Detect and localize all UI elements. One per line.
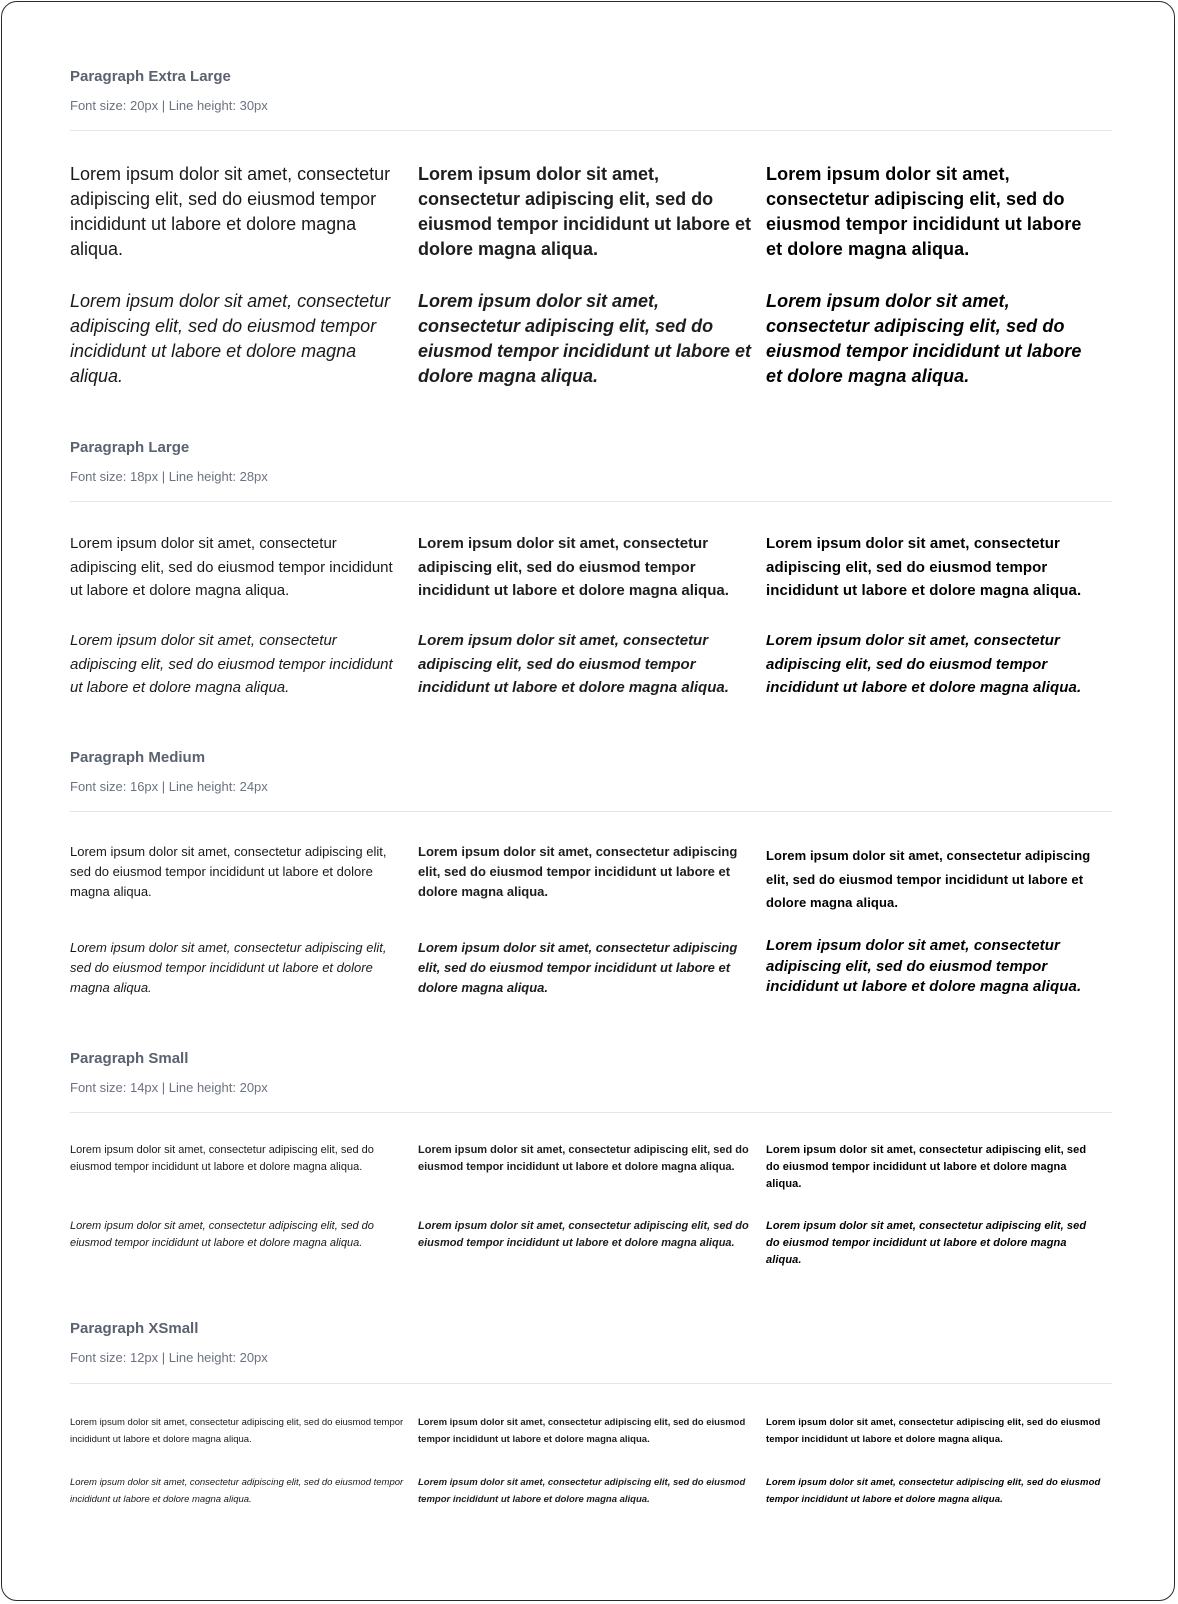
section-spec: Font size: 18px | Line height: 28px [70, 469, 268, 484]
sample-semibold: Lorem ipsum dolor sit amet, consectetur adipiscing elit, sed do eiusmod tempor incididunt ut labore et dolore magna aliqua. [418, 1144, 749, 1173]
sample-heavy: Lorem ipsum dolor sit amet, consectetur adipiscing elit, sed do eiusmod tempor incididunt ut labore et dolore magna aliqua. [766, 1144, 1087, 1190]
section-spec: Font size: 20px | Line height: 30px [70, 98, 268, 113]
sample-heavy-italic: Lorem ipsum dolor sit amet, consectetur adipiscing elit, sed do eiusmod tempor incididunt ut labore et dolore magna aliqua. [766, 937, 1082, 995]
sample-semibold-italic: Lorem ipsum dolor sit amet, consectetur adipiscing elit, sed do eiusmod tempor incididunt ut labore et dolore magna aliqua. [418, 1220, 749, 1249]
sample-regular-italic: Lorem ipsum dolor sit amet, consectetur adipiscing elit, sed do eiusmod tempor incididunt ut labore et dolore magna aliqua. [70, 940, 387, 995]
sample-semibold: Lorem ipsum dolor sit amet, consectetur adipiscing elit, sed do eiusmod tempor incididunt ut labore et dolore magna aliqua. [418, 164, 752, 259]
sample-semibold-italic: Lorem ipsum dolor sit amet, consectetur adipiscing elit, sed do eiusmod tempor incididunt ut labore et dolore magna aliqua. [418, 940, 738, 995]
sample-regular-italic: Lorem ipsum dolor sit amet, consectetur adipiscing elit, sed do eiusmod tempor incididunt ut labore et dolore magna aliqua. [70, 291, 391, 386]
section-divider [70, 811, 1112, 812]
sample-heavy: Lorem ipsum dolor sit amet, consectetur adipiscing elit, sed do eiusmod tempor incididunt ut labore et dolore magna aliqua. [766, 848, 1091, 910]
sample-regular-italic: Lorem ipsum dolor sit amet, consectetur adipiscing elit, sed do eiusmod tempor incididunt ut labore et dolore magna aliqua. [70, 1220, 374, 1249]
section-title: Paragraph Medium [70, 749, 206, 766]
sample-semibold: Lorem ipsum dolor sit amet, consectetur adipiscing elit, sed do eiusmod tempor incididunt ut labore et dolore magna aliqua. [418, 535, 729, 599]
sample-regular-italic: Lorem ipsum dolor sit amet, consectetur adipiscing elit, sed do eiusmod tempor incididunt ut labore et dolore magna aliqua. [70, 632, 393, 696]
section-title: Paragraph Large [70, 439, 190, 456]
sample-regular: Lorem ipsum dolor sit amet, consectetur adipiscing elit, sed do eiusmod tempor incididunt ut labore et dolore magna aliqua. [70, 1144, 374, 1173]
section-divider [70, 501, 1112, 502]
sample-heavy-italic: Lorem ipsum dolor sit amet, consectetur adipiscing elit, sed do eiusmod tempor incididunt ut labore et dolore magna aliqua. [766, 291, 1082, 386]
section-divider [70, 1112, 1112, 1113]
sample-heavy: Lorem ipsum dolor sit amet, consectetur adipiscing elit, sed do eiusmod tempor incididunt ut labore et dolore magna aliqua. [766, 164, 1082, 259]
sample-semibold-italic: Lorem ipsum dolor sit amet, consectetur adipiscing elit, sed do eiusmod tempor incididunt ut labore et dolore magna aliqua. [418, 632, 729, 696]
sample-heavy-italic: Lorem ipsum dolor sit amet, consectetur adipiscing elit, sed do eiusmod tempor incididunt ut labore et dolore magna aliqua. [766, 1477, 1101, 1505]
sample-regular: Lorem ipsum dolor sit amet, consectetur adipiscing elit, sed do eiusmod tempor incididunt ut labore et dolore magna aliqua. [70, 844, 387, 899]
sample-heavy-italic: Lorem ipsum dolor sit amet, consectetur adipiscing elit, sed do eiusmod tempor incididunt ut labore et dolore magna aliqua. [766, 1220, 1087, 1266]
section-spec: Font size: 16px | Line height: 24px [70, 779, 268, 794]
section-divider [70, 1383, 1112, 1384]
sample-semibold: Lorem ipsum dolor sit amet, consectetur adipiscing elit, sed do eiusmod tempor incididunt ut labore et dolore magna aliqua. [418, 1417, 746, 1445]
sample-semibold: Lorem ipsum dolor sit amet, consectetur adipiscing elit, sed do eiusmod tempor incididunt ut labore et dolore magna aliqua. [418, 844, 738, 899]
section-divider [70, 130, 1112, 131]
sample-regular: Lorem ipsum dolor sit amet, consectetur adipiscing elit, sed do eiusmod tempor incididunt ut labore et dolore magna aliqua. [70, 164, 391, 259]
section-spec: Font size: 12px | Line height: 20px [70, 1350, 268, 1365]
sample-heavy-italic: Lorem ipsum dolor sit amet, consectetur adipiscing elit, sed do eiusmod tempor incididunt ut labore et dolore magna aliqua. [766, 632, 1082, 696]
section-spec: Font size: 14px | Line height: 20px [70, 1080, 268, 1095]
sample-semibold-italic: Lorem ipsum dolor sit amet, consectetur adipiscing elit, sed do eiusmod tempor incididunt ut labore et dolore magna aliqua. [418, 1477, 746, 1505]
section-title: Paragraph Small [70, 1050, 189, 1067]
sample-heavy: Lorem ipsum dolor sit amet, consectetur adipiscing elit, sed do eiusmod tempor incididunt ut labore et dolore magna aliqua. [766, 1417, 1101, 1445]
sample-semibold-italic: Lorem ipsum dolor sit amet, consectetur adipiscing elit, sed do eiusmod tempor incididunt ut labore et dolore magna aliqua. [418, 291, 752, 386]
section-title: Paragraph Extra Large [70, 68, 231, 85]
sample-regular-italic: Lorem ipsum dolor sit amet, consectetur adipiscing elit, sed do eiusmod tempor incididunt ut labore et dolore magna aliqua. [70, 1477, 404, 1505]
page-frame [1, 1, 1175, 1601]
section-title: Paragraph XSmall [70, 1320, 199, 1337]
sample-regular: Lorem ipsum dolor sit amet, consectetur adipiscing elit, sed do eiusmod tempor incididunt ut labore et dolore magna aliqua. [70, 1417, 404, 1445]
sample-regular: Lorem ipsum dolor sit amet, consectetur adipiscing elit, sed do eiusmod tempor incididunt ut labore et dolore magna aliqua. [70, 535, 393, 599]
sample-heavy: Lorem ipsum dolor sit amet, consectetur adipiscing elit, sed do eiusmod tempor incididunt ut labore et dolore magna aliqua. [766, 535, 1082, 599]
